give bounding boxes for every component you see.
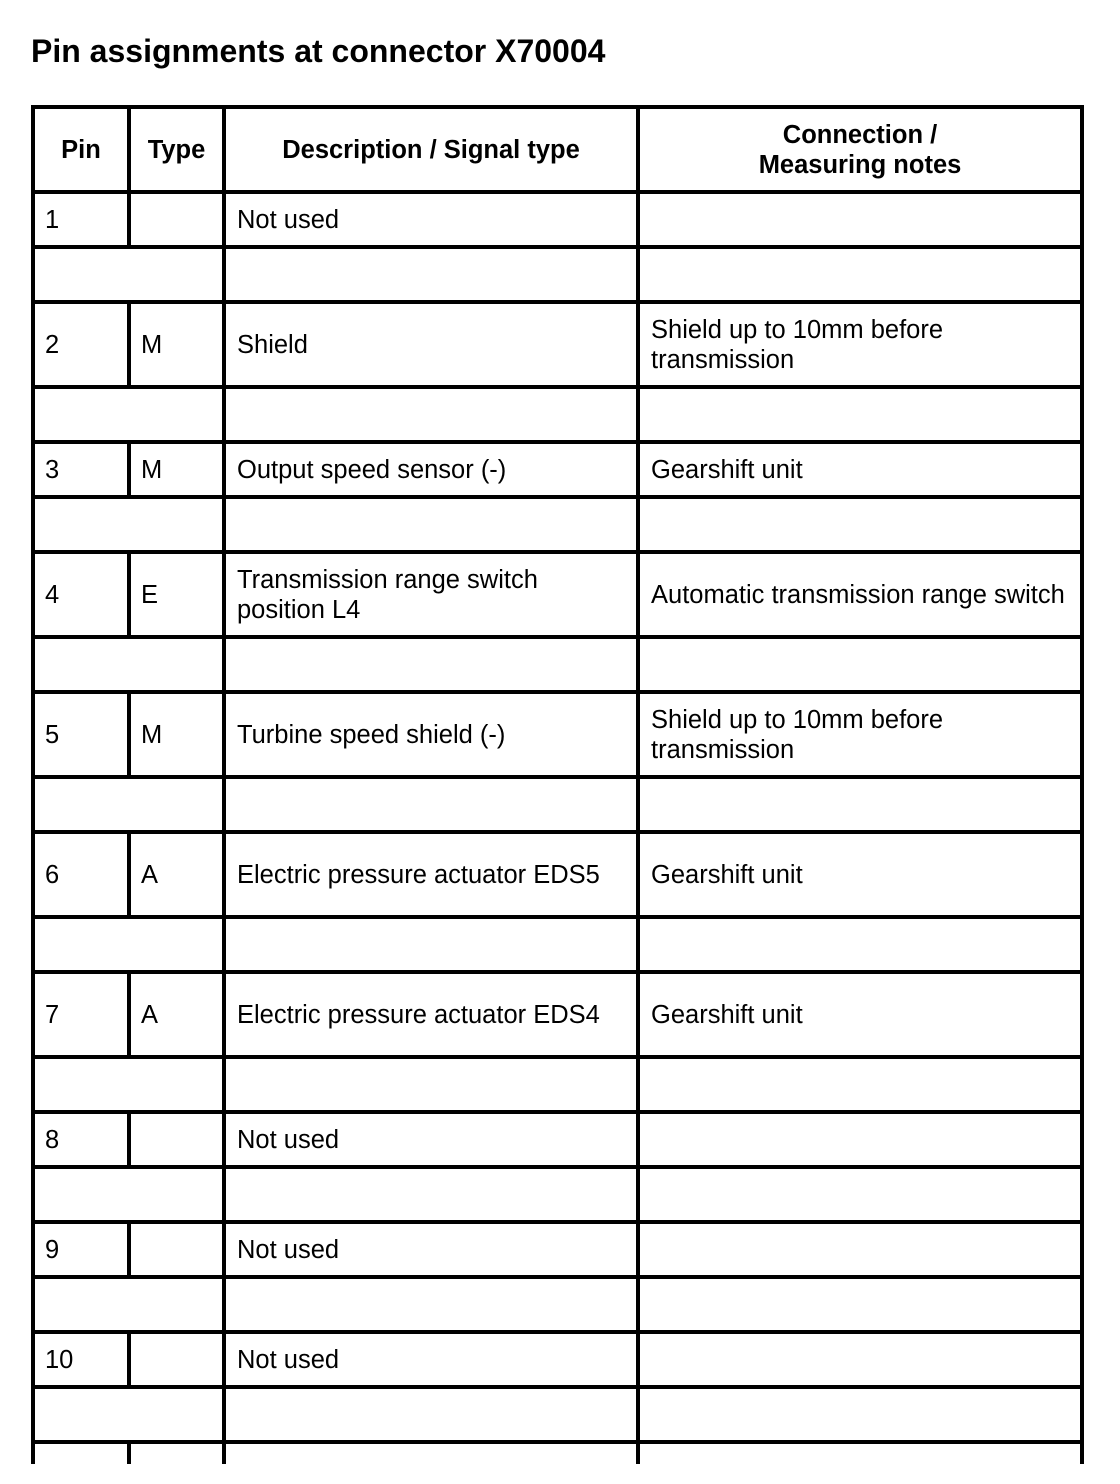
cut-off-cell — [638, 1442, 1082, 1464]
spacer-cell — [33, 1167, 224, 1222]
table-row — [33, 832, 1082, 917]
cell-type: M — [129, 442, 224, 497]
spacer-cell — [224, 1277, 638, 1332]
spacer-row — [33, 1057, 1082, 1112]
spacer-cell — [224, 1387, 638, 1442]
cut-off-cell — [33, 1442, 129, 1464]
cell-connection — [638, 1112, 1082, 1167]
spacer-row — [33, 1387, 1082, 1442]
spacer-cell — [224, 917, 638, 972]
cell-type: M — [129, 692, 224, 777]
spacer-row — [33, 387, 1082, 442]
cell-type — [129, 1222, 224, 1277]
spacer-cell — [638, 1167, 1082, 1222]
cell-description: Electric pressure actuator EDS4 — [224, 972, 638, 1057]
header-type: Type — [129, 107, 224, 192]
spacer-cell — [33, 637, 224, 692]
cell-connection: Gearshift unit — [638, 442, 1082, 497]
cell-connection — [638, 1222, 1082, 1277]
spacer-cell — [224, 777, 638, 832]
cell-description: Not used — [224, 1332, 638, 1387]
table-row — [33, 442, 1082, 497]
cell-description: Not used — [224, 1222, 638, 1277]
spacer-row — [33, 1167, 1082, 1222]
spacer-cell — [33, 247, 224, 302]
cell-type: E — [129, 552, 224, 637]
cell-pin: 2 — [33, 302, 129, 387]
spacer-cell — [638, 1277, 1082, 1332]
spacer-cell — [638, 497, 1082, 552]
spacer-cell — [638, 1387, 1082, 1442]
table-row — [33, 552, 1082, 637]
cell-pin: 1 — [33, 192, 129, 247]
cell-type — [129, 1332, 224, 1387]
spacer-cell — [224, 247, 638, 302]
spacer-cell — [33, 387, 224, 442]
table-row — [33, 1222, 1082, 1277]
spacer-cell — [33, 1277, 224, 1332]
cell-connection: Shield up to 10mm before transmission — [638, 302, 1082, 387]
table-row — [33, 972, 1082, 1057]
spacer-cell — [638, 777, 1082, 832]
table-row — [33, 692, 1082, 777]
cell-pin: 3 — [33, 442, 129, 497]
cell-connection: Gearshift unit — [638, 972, 1082, 1057]
cut-off-cell — [129, 1442, 224, 1464]
spacer-cell — [33, 917, 224, 972]
cell-connection — [638, 1332, 1082, 1387]
cell-connection: Gearshift unit — [638, 832, 1082, 917]
table-row — [33, 302, 1082, 387]
cell-type: A — [129, 832, 224, 917]
spacer-cell — [638, 1057, 1082, 1112]
cell-connection — [638, 192, 1082, 247]
spacer-cell — [33, 1387, 224, 1442]
cell-type: A — [129, 972, 224, 1057]
cell-type — [129, 1112, 224, 1167]
spacer-row — [33, 497, 1082, 552]
spacer-cell — [638, 387, 1082, 442]
spacer-cell — [638, 917, 1082, 972]
spacer-cell — [224, 1167, 638, 1222]
header-pin: Pin — [33, 107, 129, 192]
page-title: Pin assignments at connector X70004 — [31, 33, 606, 69]
cell-pin: 8 — [33, 1112, 129, 1167]
cell-pin: 7 — [33, 972, 129, 1057]
spacer-row — [33, 777, 1082, 832]
cell-type: M — [129, 302, 224, 387]
cell-pin: 5 — [33, 692, 129, 777]
header-connection — [638, 107, 1082, 192]
spacer-cell — [224, 637, 638, 692]
spacer-cell — [638, 247, 1082, 302]
spacer-row — [33, 247, 1082, 302]
cell-description: Turbine speed shield (-) — [224, 692, 638, 777]
cell-description: Output speed sensor (-) — [224, 442, 638, 497]
spacer-row — [33, 917, 1082, 972]
cell-pin: 10 — [33, 1332, 129, 1387]
header-connection-line2: Measuring notes — [758, 150, 962, 179]
pin-assignment-table — [31, 105, 1084, 1464]
header-description: Description / Signal type — [224, 107, 638, 192]
spacer-cell — [224, 1057, 638, 1112]
cell-description: Transmission range switch position L4 — [224, 552, 638, 637]
cell-description: Shield — [224, 302, 638, 387]
spacer-cell — [224, 387, 638, 442]
spacer-cell — [33, 497, 224, 552]
cell-type — [129, 192, 224, 247]
spacer-cell — [33, 1057, 224, 1112]
table-row — [33, 1112, 1082, 1167]
cell-pin: 6 — [33, 832, 129, 917]
cell-pin: 9 — [33, 1222, 129, 1277]
table-row — [33, 1332, 1082, 1387]
cell-pin: 4 — [33, 552, 129, 637]
table-header-row — [33, 107, 1082, 192]
spacer-cell — [638, 637, 1082, 692]
cell-description: Electric pressure actuator EDS5 — [224, 832, 638, 917]
cut-off-row — [33, 1442, 1082, 1464]
spacer-row — [33, 637, 1082, 692]
spacer-cell — [224, 497, 638, 552]
spacer-cell — [33, 777, 224, 832]
cut-off-cell — [224, 1442, 638, 1464]
cell-connection: Shield up to 10mm before transmission — [638, 692, 1082, 777]
header-connection-line1: Connection / — [782, 120, 938, 149]
table-row — [33, 192, 1082, 247]
spacer-row — [33, 1277, 1082, 1332]
cell-description: Not used — [224, 192, 638, 247]
cell-connection: Automatic transmission range switch — [638, 552, 1082, 637]
cell-description: Not used — [224, 1112, 638, 1167]
